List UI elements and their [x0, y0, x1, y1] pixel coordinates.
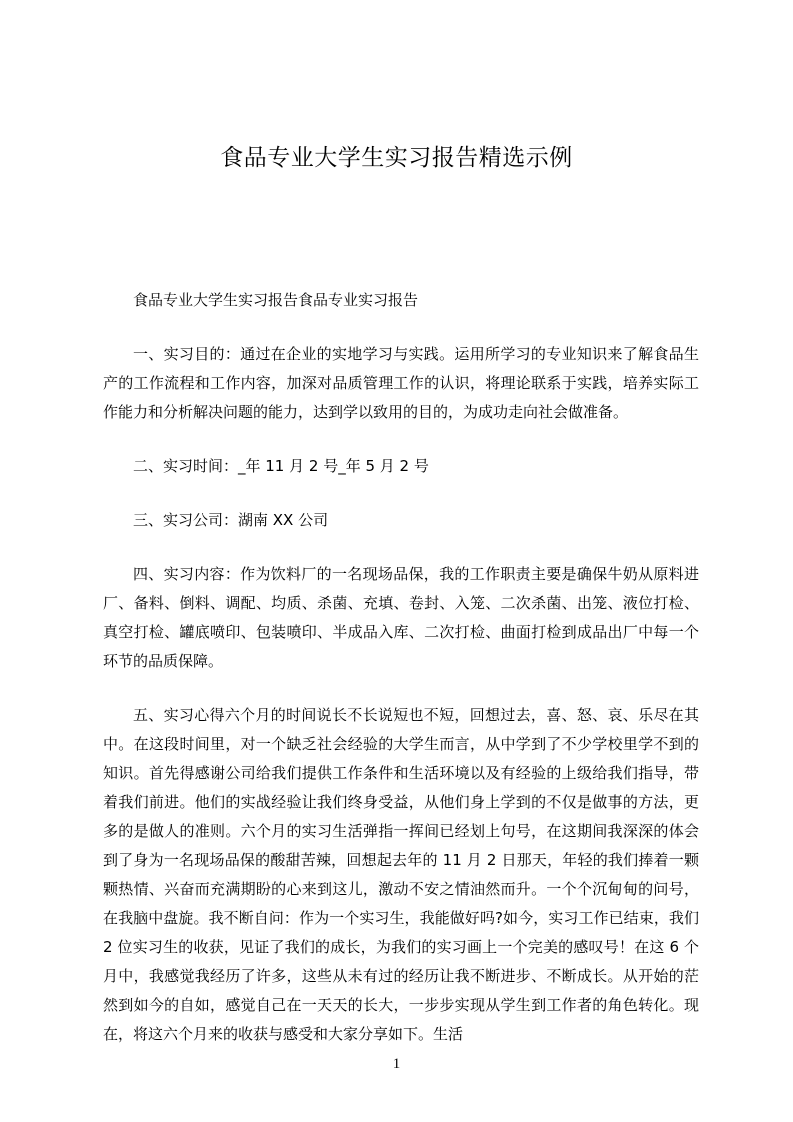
section-purpose: 一、实习目的：通过在企业的实地学习与实践。运用所学习的专业知识来了解食品生产的工作流程和工作内容，加深对品质管理工作的认识，将理论联系于实践，培养实际工作能力和分析解决问题的能力，达到学以致用的目的，为成功走向社会做准备。: [103, 345, 699, 421]
report-subtitle: 食品专业大学生实习报告食品专业实习报告: [133, 291, 419, 309]
section-content: 四、实习内容：作为饮料厂的一名现场品保，我的工作职责主要是确保牛奶从原料进厂、备料、倒料、调配、均质、杀菌、充填、卷封、入笼、二次杀菌、出笼、液位打检、真空打检、罐底喷印、包装喷印、半成品入库、二次打检、曲面打检到成品出厂中每一个环节的品质保障。: [103, 565, 699, 670]
document-body: [103, 286, 699, 1049]
section-time: 二、实习时间：_年 11 月 2 号_年 5 月 2 号: [133, 457, 429, 475]
document-title: 食品专业大学生实习报告精选示例: [220, 145, 573, 171]
section-company: 三、实习公司：湖南 XX 公司: [133, 511, 329, 529]
section-experience: 五、实习心得六个月的时间说长不长说短也不短，回想过去，喜、怒、哀、乐尽在其中。在这段时间里，对一个缺乏社会经验的大学生而言，从中学到了不少学校里学不到的知识。首先得感谢公司给我们提供工作条件和生活环境以及有经验的上级给我们指导，带着我们前进。他们的实战经验让我们终身受益，从他们身上学到的不仅是做事的方法，更多的是做人的准则。六个月的实习生活弹指一挥间已经划上句号，在这期间我深深的体会到了身为一名现场品保的酸甜苦辣，回想起去年的 11 月 2 日那天，年轻的我们捧着一颗颗热情、兴奋而充满期盼的心来到这儿，激动不安之情油然而升。一个个沉甸甸的问号，在我脑中盘旋。我不断自问：作为一个实习生，我能做好吗?如今，实习工作已结束，我们 2 位实习生的收获，见证了我们的成长，为我们的实习画上一个完美的感叹号！在这 6 个月中，我感觉我经历了许多，这些从未有过的经历让我不断进步、不断成长。从开始的茫然到如今的自如，感觉自己在一天天的长大，一步步实现从学生到工作者的角色转化。现在，将这六个月来的收获与感受和大家分享如下。生活: [103, 706, 699, 1043]
page-number: 1: [392, 1056, 401, 1072]
